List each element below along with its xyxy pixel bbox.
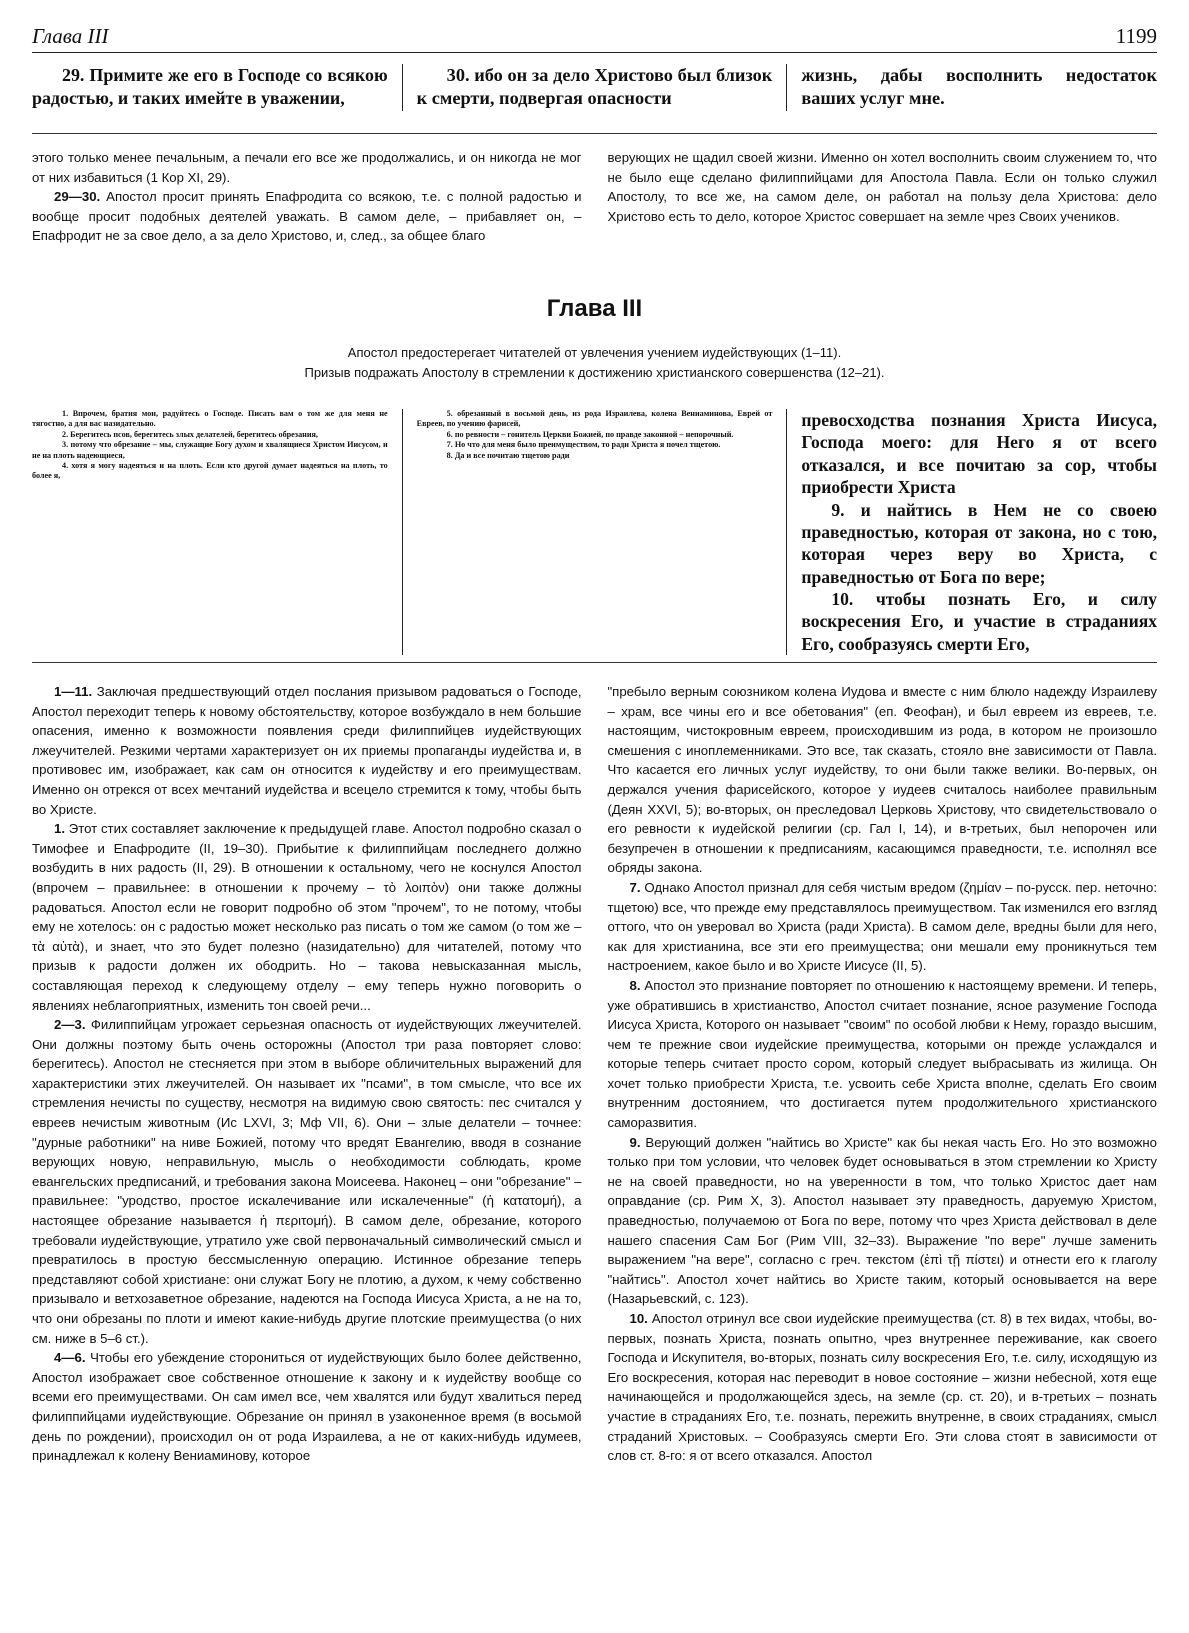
commentary-paragraph: [32, 682, 582, 819]
verse-paragraph: [32, 440, 388, 461]
commentary-text: Апостол отринул все свои иудейские преимущества (ст. 8) в тех видах, чтобы, во-первых, познать Христа, познать опытно, чрез внутреннее переживание, как своего Господа и Искупителя, во-вторых, познать силу воскресения Его, т.е. силу, исходящую из Его воскресения, которая нас переводит в новое состояние – жизни небесной, хотя еще начинающейся и продолжающейся здесь, на земле (ср. ст. 20), и в-третьих – познать участие в страданиях Его, т.е. познать, пережить внутренне, в своих страданиях, смысл страданий Христовых. – Сообразуясь смерти Его. Эти слова стоят в зависимости от слов ст. 8-го: я от всего отказался. Апостол: [607, 1311, 1157, 1464]
running-header: [32, 22, 1157, 53]
top-verses: [32, 64, 1157, 111]
verse-paragraph: [32, 461, 388, 482]
verse-text: 29. Примите же его в Господе со всякою радостью, и таких имейте в уважении,: [32, 65, 388, 108]
page-number: 1199: [1115, 24, 1157, 48]
verse-column: [786, 409, 1157, 655]
verse-text: 1. Впрочем, братия мои, радуйтесь о Господе. Писать вам о том же для меня не тягостно, а для вас назидательно.: [32, 409, 388, 429]
commentary-paragraph: [32, 1015, 582, 1348]
commentary-text: Чтобы его убеждение сторониться от иудействующих было более действенно, Апостол изображает свое собственное отношение к закону и к иудейству вообще со всеми его преимуществами. Он сам имел все, чем хвалятся или будут хвалиться перед филиппийцами иудействующие. Обрезание он принял в узаконенное время (в восьмой день по рождении), происходил он от рода Израилева, а не от каких-нибудь идумеев, принадлежал к колену Вениаминову, которое: [32, 1350, 582, 1464]
divider: [32, 662, 1157, 663]
verse-paragraph: [417, 440, 773, 450]
commentary-paragraph: [608, 1133, 1158, 1309]
commentary-text: Однако Апостол признал для себя чистым вредом (ζημίαν – по-русск. пер. неточно: тщетою) все, что прежде ему представлялось преимуществом. Так изменился его взгляд оттого, что он уверовал во Христа (ради Христа). В самом деле, вредны были для него, как для христианина, все эти его преимущества; они мешали ему проникнуться тем настроением, какое было и во Христе Иисусе (II, 5).: [607, 879, 1157, 974]
commentary-paragraph: [32, 148, 582, 187]
commentary-text: Верующий должен "найтись во Христе" как бы некая часть Его. Но это возможно только при том условии, что человек будет основываться в этом стремлении ко Христу не на своей праведности, но на уверенности в том, что только Христос дает нам оправдание (ср. Рим X, 3). Апостол называет эту праведность, даруемую Христом, праведностью, получаемою от Бога по вере, потому что чрез Христа действовал в деле нашего спасения Сам Бог (Рим VIII, 32–33). Выражение "по вере" лучше заменить выражением "на вере", согласно с греч. текстом (ἐπὶ τῇ πίστει) и отнести его к глаголу "найтись". Апостол хочет найтись во Христе таким, который основывается на вере (Назарьевский, с. 123).: [607, 1134, 1157, 1307]
commentary-verse-ref: 1.: [54, 821, 65, 837]
verse-text: 9. и найтись в Нем не со своею праведностью, которая от закона, но с тою, которая через веру во Христа, с праведностью от Бога по вере;: [801, 499, 1158, 587]
divider: [32, 133, 1157, 134]
commentary-text: "пребыло верным союзником колена Иудова и вместе с ним блюло надежду Израилеву – храм, все чины его и все обетования" (еп. Феофан), и был евреем из евреев, т.е. настоящим, чистокровным евреем, происходившим из рода, в котором не произошло смешения с иноплеменниками. Это все, так сказать, стояло вне зависимости от Павла. Что касается его личных услуг иудейству, то они были также велики. Во-первых, он держался учения фарисейского, которое у иудеев считалось наиболее правильным (Деян XXVI, 5); во-вторых, он преследовал Церковь Христову, что свидетельствовало о его ревности к иудейской религии (ср. Гал I, 14), и в-третьих, был непорочен или безупречен в отношении к предписаниям, касающимся праведности, т.е. исполнял все обряды закона.: [607, 684, 1157, 876]
verse-text: 30. ибо он за дело Христово был близок к смерти, подвергая опасности: [416, 65, 773, 109]
commentary-text: Апостол просит принять Епафродита со всякою, т.е. с полной радостью и вообще просит подобных деятелей уважать. В самом деле, – прибавляет он, – Епафродит не за свое дело, а за дело Христово, и, след., за общее благо: [32, 189, 582, 244]
chapter-title: Глава III: [546, 295, 643, 322]
commentary-paragraph: [32, 187, 582, 246]
commentary-verse-ref: 1—11.: [54, 684, 93, 699]
running-head-chapter: Глава III: [32, 24, 109, 48]
verse-paragraph: [32, 409, 388, 430]
verse-paragraph: [801, 499, 1157, 589]
commentary-verse-ref: 29—30.: [54, 189, 101, 205]
commentary-verse-ref: 9.: [629, 1134, 641, 1150]
verse-paragraph: [32, 430, 388, 440]
top-commentary: [32, 148, 1157, 246]
commentary-column: [608, 148, 1158, 246]
verse-column: [402, 409, 787, 655]
verse-text: 3. потому что обрезание – мы, служащие Богу духом и хвалящиеся Христом Иисусом, и не на плоть надеющиеся,: [32, 440, 388, 460]
main-verses: [32, 409, 1157, 655]
verse-paragraph: [417, 451, 773, 461]
verse-text: 6. по ревности – гонитель Церкви Божией, по правде законной – непорочный.: [446, 429, 734, 439]
commentary-verse-ref: 8.: [629, 977, 641, 993]
commentary-column: [608, 682, 1158, 1466]
verse-paragraph: [417, 64, 773, 111]
commentary-text: верующих не щадил своей жизни. Именно он хотел восполнить своим служением то, что не было еще сделано филиппийцами для Апостола Павла. Если он только служил Апостолу, то все же, на самом деле, он работал на пользу дела Христова: дело Христово есть то дело, которое Христос совершает на земле чрез Своих учеников.: [607, 150, 1157, 224]
commentary-paragraph: [608, 1309, 1158, 1466]
verse-column: [32, 64, 402, 111]
commentary-text: Апостол это признание повторяет по отношению к настоящему времени. И теперь, уже обратившись в христианство, Апостол считает познание, ясное разумение Господа Иисуса Христа, Которого он называет "своим" по особой любви к Нему, гораздо высшим, чем те прежние свои иудейские преимущества, которыми он прежде услаждался и которые теперь считает просто сором, который следует выбрасывать из жилища. Он хочет только приобрести Христа, т.е. усвоить себе Христа вполне, сделать Его своим внутренним достоянием, что достигается путем продолжительного христианского саморазвития.: [607, 977, 1157, 1131]
commentary-verse-ref: 7.: [629, 879, 641, 895]
verse-column: [32, 409, 402, 655]
commentary-text: Этот стих составляет заключение к предыдущей главе. Апостол подробно сказал о Тимофее и Епафродите (II, 19–30). Прибытие к филиппийцам последнего должно возбудить в них радость (II, 29). В отношении к остальному, чего не коснулся Апостол (впрочем – правильнее: в отношении к прочему – τὸ λοιπὸν) они также должны радоваться. Апостол если не говорит подробно об этом "прочем", то не потому, чтобы ему не хотелось: он с радостью может несколько раз писать о том же самом (о том же – τὰ αὐτὰ), и знает, что это будет полезно (назидательно) для читателей, потому что призыв к радости должен их ободрить. Но – такова невысказанная мысль, составляющая переход к следующему отделу – ему теперь нужно поговорить о явлениях неблагоприятных, изменить тон своей речи...: [32, 821, 582, 1013]
commentary-paragraph: [32, 1348, 582, 1466]
verse-text: 8. Да и все почитаю тщетою ради: [446, 450, 570, 460]
verse-paragraph: [32, 64, 388, 110]
verse-text: 10. чтобы познать Его, и силу воскресения Его, и участие в страданиях Его, сообразуясь смерти Его,: [801, 589, 1158, 654]
chapter-summary-line: Призыв подражать Апостолу в стремлении к достижению христианского совершенства (12–21).: [304, 365, 885, 380]
commentary-text: этого только менее печальным, а печали его все же продолжались, и он никогда не мог от них избавиться (1 Кор XI, 29).: [32, 150, 582, 185]
verse-text: 2. Берегитесь псов, берегитесь злых делателей, берегитесь обрезания,: [62, 429, 318, 439]
commentary-paragraph: [608, 148, 1158, 226]
commentary-verse-ref: 2—3.: [54, 1017, 86, 1033]
verse-column: [402, 64, 787, 111]
commentary-verse-ref: 4—6.: [54, 1350, 86, 1366]
verse-paragraph: [801, 64, 1157, 111]
verse-column: [786, 64, 1157, 111]
commentary-paragraph: [608, 976, 1158, 1133]
verse-text: превосходства познания Христа Иисуса, Господа моего: для Него я от всего отказался, и все почитаю за сор, чтобы приобрести Христа: [801, 410, 1158, 498]
commentary-text: Филиппийцам угрожает серьезная опасность от иудействующих лжеучителей. Они должны поэтому быть очень осторожны (Апостол три раза повторяет слово: берегитесь). Апостол не стесняется при этом в выборе обличительных выражений для характеристики этих лжеучителей. Он называет их "псами", в том смысле, что все их стремления нечисты по существу, несмотря на видимую свою святость: пес считался у евреев нечистым животным (Ис LXVI, 3; Мф VII, 6). Они – злые делатели – точнее: "дурные работники" на ниве Божией, потому что вредят Евангелию, вводя в сознание верующих новую, неправильную, мысль о необходимости соблюдать, кроме евангельских предписаний, и требования закона Моисеева. Наконец – они "обрезание" – правильнее: "уродство, простое искалечивание или искалеченные" (ἡ κατατομή), а настоящее обрезание называется ἡ περιτομή). В самом деле, обрезание, которого требовали иудействующие, утратило уже свой первоначальный символический смысл и превратилось в простую бессмысленную операцию. Истинное обрезание теперь представляют собой христиане: они служат Богу не плотию, а духом, к чему собственно призывало и ветхозаветное обрезание, надеются на Господа Иисуса Христа, а не на то, что они обрезаны по плоти и имеют какие-нибудь другие плотские преимущества (о них см. ниже в 5–6 ст.).: [32, 1017, 582, 1346]
commentary-text: Заключая предшествующий отдел послания призывом радоваться о Господе, Апостол переходит теперь к новому обстоятельству, которое возбуждало в нем большие опасения, именно к возможности появления среди филиппийцев иудействующих лжеучителей. Резкими чертами характеризует он их приемы пропаганды иудейства и, в противовес им, изображает, как сам он относится к иудейству и его преимуществам. Именно он отрекся от всех мечтаний иудейства и всецело стремится к тому, чтобы быть во Христе.: [32, 684, 582, 817]
verse-paragraph: [417, 430, 773, 440]
main-commentary: [32, 682, 1157, 1466]
verse-paragraph: [801, 409, 1157, 499]
verse-text: 4. хотя я могу надеяться и на плоть. Если кто другой думает надеяться на плоть, то более я,: [32, 460, 388, 481]
commentary-column: [32, 148, 582, 246]
chapter-summary-line: Апостол предостерегает читателей от увлечения учением иудействующих (1–11).: [347, 345, 842, 360]
commentary-paragraph: [608, 682, 1158, 878]
verse-text: 7. Но что для меня было преимуществом, то ради Христа я почел тщетою.: [446, 440, 721, 450]
commentary-paragraph: [32, 819, 582, 1015]
verse-text: 5. обрезанный в восьмой день, из рода Израилева, колена Вениаминова, Еврей от Евреев, по учению фарисей,: [416, 409, 773, 429]
chapter-summary: [0, 343, 1189, 383]
commentary-verse-ref: 10.: [629, 1311, 648, 1326]
verse-paragraph: [801, 588, 1157, 655]
commentary-column: [32, 682, 582, 1466]
verse-paragraph: [417, 409, 773, 430]
verse-text: жизнь, дабы восполнить недостаток ваших услуг мне.: [801, 65, 1158, 109]
commentary-paragraph: [608, 878, 1158, 976]
